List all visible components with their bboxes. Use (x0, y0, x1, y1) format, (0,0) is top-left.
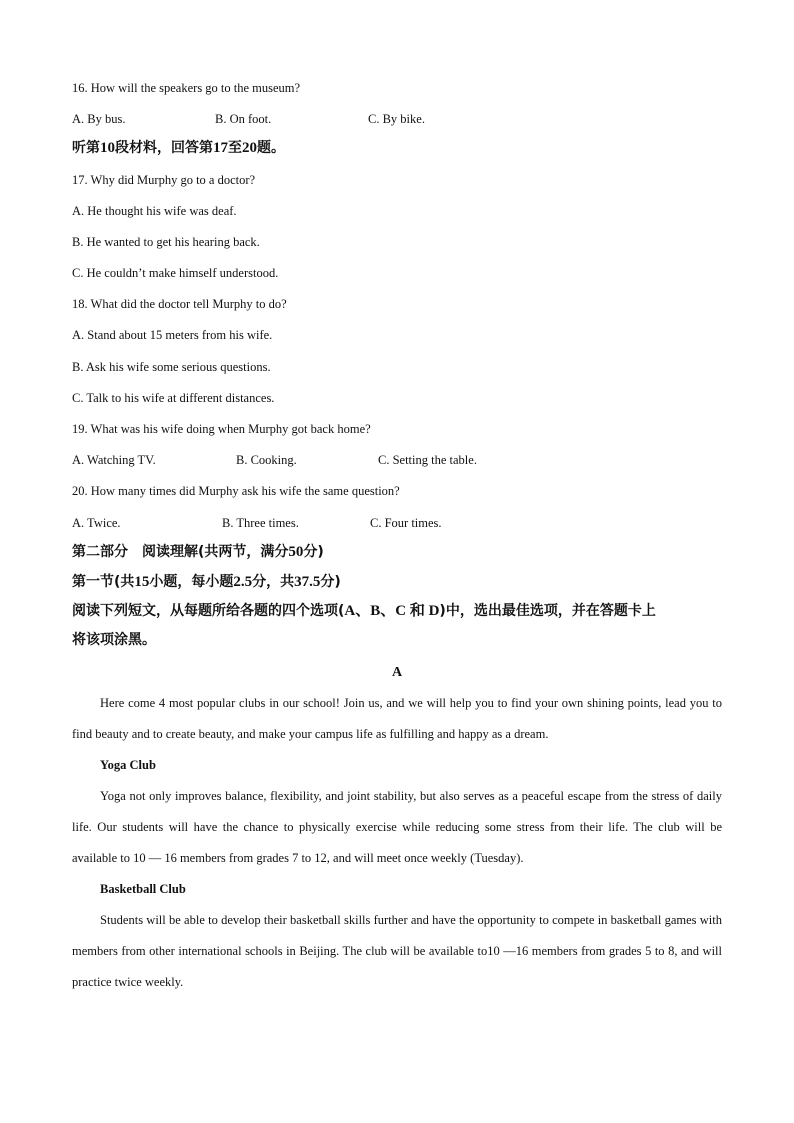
instruction-letters: A、B、C 和 D (344, 603, 440, 619)
heading-text: 分) (320, 574, 341, 590)
q17-option-a: A. He thought his wife was deaf. (72, 204, 237, 218)
heading-text: 至 (228, 140, 242, 156)
heading-number: 15 (134, 574, 150, 590)
q20-option-b: B. Three times. (222, 516, 299, 530)
yoga-club-text: Yoga not only improves balance, flexibility, and joint stability, but also serves as a peaceful escape from the stress of daily life. Our students will have the chance to physically exercise while reducing some stress from their life. The club will be available to 10 — 16 members from grades 7 to 12, and will meet once weekly (Tuesday). (72, 789, 722, 865)
q18-option-c: C. Talk to his wife at different distances. (72, 391, 275, 405)
heading-text: 段材料，回答第 (115, 140, 213, 156)
passage-intro: Here come 4 most popular clubs in our school! Join us, and we will help you to find your own shining points, lead you to find beauty and to create beauty, and make your campus life as fulfilling and happy as a dream. (72, 696, 722, 741)
heading-number: 17 (213, 140, 228, 156)
heading-text: 小题，每小题 (149, 574, 234, 590)
instruction-text: )中，选出最佳选项，并在答题卡上 (439, 603, 656, 619)
question-17: 17. Why did Murphy go to a doctor? (72, 173, 256, 187)
heading-number: 10 (100, 140, 115, 156)
heading-text: 分) (303, 544, 324, 560)
section-10-heading (72, 139, 285, 157)
question-20: 20. How many times did Murphy ask his wife the same question? (72, 484, 400, 498)
q19-option-b: B. Cooking. (236, 453, 297, 467)
basketball-club-title: Basketball Club (100, 882, 186, 896)
instruction-text: 阅读下列短文，从每题所给各题的四个选项( (72, 603, 345, 619)
heading-text: 第二部分 阅读理解(共两节，满分 (72, 544, 289, 560)
q16-option-c: C. By bike. (368, 112, 425, 126)
q16-option-a: A. By bus. (72, 112, 126, 126)
part-2-heading (72, 543, 324, 561)
q17-option-c: C. He couldn’t make himself understood. (72, 266, 279, 280)
heading-text: 分，共 (252, 574, 295, 590)
passage-label: A (391, 665, 403, 680)
q17-option-b: B. He wanted to get his hearing back. (72, 235, 260, 249)
heading-number: 50 (288, 544, 304, 560)
q16-option-b: B. On foot. (215, 112, 272, 126)
question-19: 19. What was his wife doing when Murphy got back home? (72, 422, 371, 436)
instructions-line-2: 将该项涂黑。 (72, 632, 156, 648)
yoga-club-title: Yoga Club (100, 758, 156, 772)
basketball-club-text: Students will be able to develop their basketball skills further and have the opportunity to compete in basketball games with members from other international schools in Beijing. The club will be available to10 —16 members from grades 5 to 8, and will practice twice weekly. (72, 913, 722, 989)
q18-option-a: A. Stand about 15 meters from his wife. (72, 328, 273, 342)
question-18: 18. What did the doctor tell Murphy to do? (72, 297, 287, 311)
q20-option-c: C. Four times. (370, 516, 442, 530)
instructions-line-1 (72, 602, 656, 620)
heading-number: 37.5 (294, 574, 321, 590)
q18-option-b: B. Ask his wife some serious questions. (72, 360, 271, 374)
q19-option-a: A. Watching TV. (72, 453, 156, 467)
heading-number: 20 (242, 140, 257, 156)
heading-text: 题。 (257, 140, 285, 156)
heading-text: 听第 (72, 140, 100, 156)
heading-text: 第一节(共 (72, 574, 135, 590)
section-1-heading (72, 573, 341, 591)
heading-number: 2.5 (233, 574, 253, 590)
q19-option-c: C. Setting the table. (378, 453, 477, 467)
q20-option-a: A. Twice. (72, 516, 121, 530)
question-16: 16. How will the speakers go to the museum? (72, 81, 301, 95)
